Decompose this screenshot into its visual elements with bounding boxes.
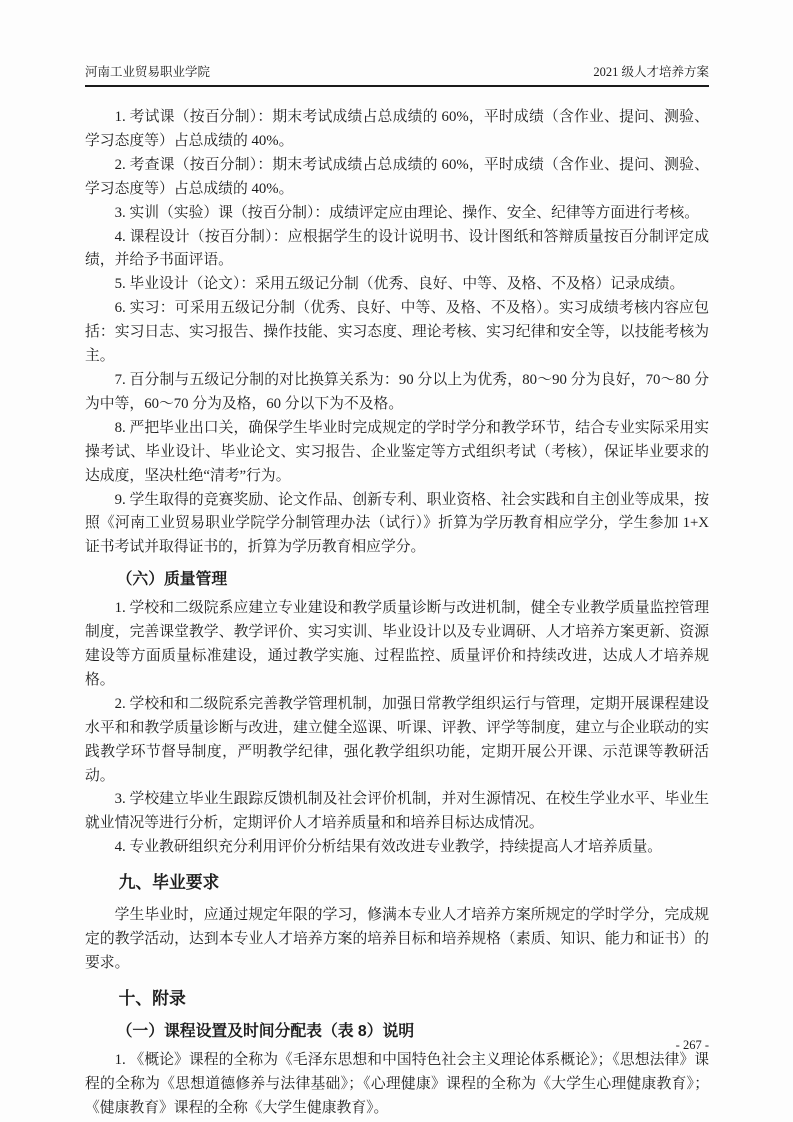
para-course-design: 4. 课程设计（按百分制）：应根据学生的设计说明书、设计图纸和答辩质量按百分制评定成绩，并给予书面评语。: [85, 228, 709, 269]
para-grade-conversion: 7. 百分制与五级记分制的对比换算关系为：90 分以上为优秀，80～90 分为良好，70～80 分为中等，60～70 分为及格，60 分以下为不及格。: [85, 371, 709, 412]
para-practical-course: 3. 实训（实验）课（按百分制）：成绩评定应由理论、操作、安全、纪律等方面进行考核。: [114, 204, 700, 221]
para-graduation-gate: 8. 严把毕业出口关，确保学生毕业时完成规定的学时学分和教学环节，结合专业实际采用实操考试、毕业设计、毕业论文、实习报告、企业鉴定等方式组织考试（考核），保证毕业要求的达成度，坚决杜绝“清考”行为。: [85, 419, 709, 484]
para-assessment-course: 2. 考查课（按百分制）：期末考试成绩占总成绩的 60%，平时成绩（含作业、提问、测验、学习态度等）占总成绩的 40%。: [85, 156, 709, 197]
page-header: [85, 64, 709, 87]
para-graduation-requirements: 学生毕业时，应通过规定年限的学习，修满本专业人才培养方案所规定的学时学分，完成规定的教学活动，达到本专业人才培养方案的培养目标和培养规格（素质、知识、能力和证书）的要求。: [85, 907, 709, 971]
para-exam-course: 1. 考试课（按百分制）：期末考试成绩占总成绩的 60%，平时成绩（含作业、提问、测验、学习态度等）占总成绩的 40%。: [85, 109, 709, 149]
para-internship-grading: 6. 实习：可采用五级记分制（优秀、良好、中等、及格、不及格）。实习成绩考核内容应包括：实习日志、实习报告、操作技能、实习态度、理论考核、实习纪律和安全等，以技能考核为主。: [85, 300, 709, 365]
header-doc-title: 2021 级人才培养方案: [593, 65, 709, 79]
page-number: - 267 -: [675, 1038, 709, 1052]
heading-quality-management: （六）质量管理: [116, 571, 228, 589]
para-quality-mechanism: 1. 学校和二级院系应建立专业建设和教学质量诊断与改进机制，健全专业教学质量监控管理制度，完善课堂教学、教学评价、实习实训、毕业设计以及专业调研、人才培养方案更新、资源建设等方面质量标准建设，通过教学实施、过程监控、质量评价和持续改进，达成人才培养规格。: [85, 600, 709, 688]
para-teaching-management: 2. 学校和和二级院系完善教学管理机制，加强日常教学组织运行与管理，定期开展课程建设水平和和教学质量诊断与改进，建立健全巡课、听课、评教、评学等制度，建立与企业联动的实践教学环节督导制度，严明教学纪律，强化教学组织功能，定期开展公开课、示范课等教研活动。: [85, 695, 709, 784]
para-graduation-design: 5. 毕业设计（论文）：采用五级记分制（优秀、良好、中等、及格、不及格）记录成绩。: [114, 276, 685, 293]
heading-graduation-requirements: 九、毕业要求: [118, 873, 220, 893]
heading-appendix: 十、附录: [118, 988, 186, 1008]
heading-table8-notes: （一）课程设置及时间分配表（表 8）说明: [116, 1022, 415, 1040]
para-evaluation-improvement: 4. 专业教研组织充分利用评价分析结果有效改进专业教学，持续提高人才培养质量。: [114, 839, 663, 856]
document-body: [85, 106, 709, 1121]
header-school-name: 河南工业贸易职业学院: [85, 65, 211, 79]
para-course-full-names: 1. 《概论》课程的全称为《毛泽东思想和中国特色社会主义理论体系概论》；《思想法律》课程的全称为《思想道德修养与法律基础》；《心理健康》课程的全称为《大学生心理健康教育》；《健康教育》课程的全称《大学生健康教育》。: [85, 1051, 709, 1116]
para-credit-conversion: 9. 学生取得的竞赛奖励、论文作品、创新专利、职业资格、社会实践和自主创业等成果，按照《河南工业贸易职业学院学分制管理办法（试行）》折算为学历教育相应学分，学生参加 1+X 证书考试并取得证书的，折算为学历教育相应学分。: [85, 491, 709, 556]
para-feedback-mechanism: 3. 学校建立毕业生跟踪反馈机制及社会评价机制，并对生源情况、在校生学业水平、毕业生就业情况等进行分析，定期评价人才培养质量和和培养目标达成情况。: [85, 791, 709, 832]
